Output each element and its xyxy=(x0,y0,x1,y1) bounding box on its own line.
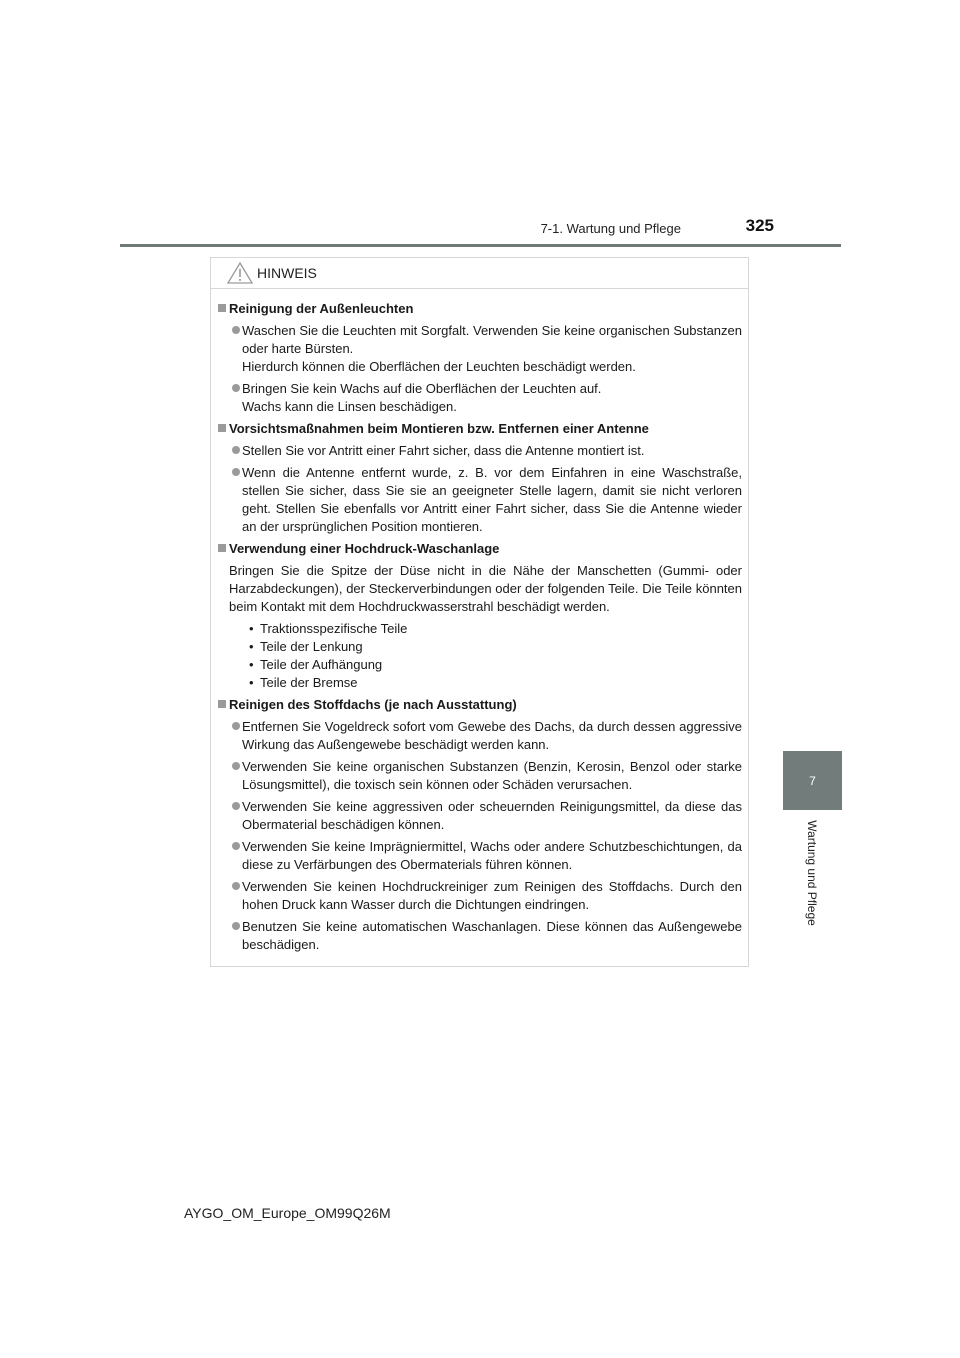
bullet-item xyxy=(218,878,742,914)
bullet-text: Verwenden Sie keinen Hochdruckreiniger zum Reinigen des Stoffdachs. Durch den hohen Druck kann Wasser durch die Dichtungen eindringen. xyxy=(242,879,742,912)
section-title-text: Reinigung der Außenleuchten xyxy=(229,301,414,316)
bullet-text: Entfernen Sie Vogeldreck sofort vom Gewebe des Dachs, da durch dessen aggressive Wirkung das Außengewebe beschädigt werden kann. xyxy=(242,719,742,752)
section-title xyxy=(218,540,742,558)
chapter-tab[interactable] xyxy=(783,751,842,810)
bullet-text: Benutzen Sie keine automatischen Waschanlagen. Diese können das Außengewebe beschädigen. xyxy=(242,919,742,952)
list-item-text: Traktionsspezifische Teile xyxy=(260,621,408,636)
warning-triangle-icon xyxy=(227,261,253,285)
chapter-tab-number: 7 xyxy=(809,773,816,788)
section-title xyxy=(218,696,742,714)
list-item xyxy=(249,620,742,638)
square-bullet-icon xyxy=(218,700,226,708)
bullet-text: Bringen Sie kein Wachs auf die Oberflächen der Leuchten auf. xyxy=(242,381,602,396)
square-bullet-icon xyxy=(218,304,226,312)
list-item-text: Teile der Bremse xyxy=(260,675,358,690)
small-bullet-icon: • xyxy=(249,657,254,672)
bullet-text: Verwenden Sie keine organischen Substanzen (Benzin, Kerosin, Benzol oder starke Lösungsmittel), die toxisch sein können oder Schäden verursachen. xyxy=(242,759,742,792)
list-item xyxy=(249,656,742,674)
chapter-tab-label: Wartung und Pflege xyxy=(805,820,819,926)
round-bullet-icon xyxy=(232,882,240,890)
section-title-text: Reinigen des Stoffdachs (je nach Ausstattung) xyxy=(229,697,517,712)
small-bullet-icon: • xyxy=(249,675,254,690)
bullet-item xyxy=(218,464,742,536)
bullet-item xyxy=(218,798,742,834)
bullet-text: Wachs kann die Linsen beschädigen. xyxy=(242,399,457,414)
section-title-text: Vorsichtsmaßnahmen beim Montieren bzw. Entfernen einer Antenne xyxy=(229,421,649,436)
bullet-text: Waschen Sie die Leuchten mit Sorgfalt. Verwenden Sie keine organischen Substanzen oder harte Bürsten. xyxy=(242,323,742,356)
list-item-text: Teile der Aufhängung xyxy=(260,657,383,672)
page-number: 325 xyxy=(745,216,774,235)
list-item xyxy=(249,674,742,692)
round-bullet-icon xyxy=(232,922,240,930)
round-bullet-icon xyxy=(232,446,240,454)
bullet-item xyxy=(218,918,742,954)
list-item xyxy=(249,638,742,656)
section-title-text: Verwendung einer Hochdruck-Waschanlage xyxy=(229,541,500,556)
list-item-text: Teile der Lenkung xyxy=(260,639,363,654)
round-bullet-icon xyxy=(232,326,240,334)
section-title xyxy=(218,300,742,318)
square-bullet-icon xyxy=(218,544,226,552)
notice-title: HINWEIS xyxy=(257,265,317,281)
round-bullet-icon xyxy=(232,842,240,850)
notice-box xyxy=(210,257,749,967)
chapter-title: 7-1. Wartung und Pflege xyxy=(540,221,681,236)
bullet-item xyxy=(218,442,742,460)
bullet-text: Verwenden Sie keine aggressiven oder scheuernden Reinigungsmittel, da diese das Obermaterial beschädigen können. xyxy=(242,799,742,832)
bullet-text: Wenn die Antenne entfernt wurde, z. B. vor dem Einfahren in eine Waschstraße, stellen Sie sicher, dass Sie sie an geeigneter Stelle lagern, damit sie nicht verloren geht. Stellen Sie ebenfalls vor Antritt einer Fahrt sicher, dass Sie die Antenne wieder an der ursprünglichen Position montieren. xyxy=(242,465,742,534)
section-paragraph: Bringen Sie die Spitze der Düse nicht in die Nähe der Manschetten (Gummi- oder Harzabdeckungen), der Steckerverbindungen oder der folgenden Teile. Die Teile könnten beim Kontakt mit dem Hochdruckwasserstrahl beschädigt werden. xyxy=(229,563,742,614)
document-id: AYGO_OM_Europe_OM99Q26M xyxy=(184,1205,391,1221)
notice-body xyxy=(211,289,748,954)
bullet-item xyxy=(218,838,742,874)
bullet-text: Hierdurch können die Oberflächen der Leuchten beschädigt werden. xyxy=(242,359,636,374)
bullet-text: Stellen Sie vor Antritt einer Fahrt sicher, dass die Antenne montiert ist. xyxy=(242,443,645,458)
round-bullet-icon xyxy=(232,468,240,476)
square-bullet-icon xyxy=(218,424,226,432)
bullet-item xyxy=(218,758,742,794)
notice-header xyxy=(211,258,748,289)
bullet-item xyxy=(218,718,742,754)
round-bullet-icon xyxy=(232,762,240,770)
round-bullet-icon xyxy=(232,802,240,810)
parts-list xyxy=(218,620,742,692)
header-divider xyxy=(120,244,841,247)
small-bullet-icon: • xyxy=(249,621,254,636)
section-title xyxy=(218,420,742,438)
round-bullet-icon xyxy=(232,722,240,730)
bullet-item xyxy=(218,380,742,416)
small-bullet-icon: • xyxy=(249,639,254,654)
bullet-text: Verwenden Sie keine Imprägniermittel, Wachs oder andere Schutzbeschichtungen, da diese zu Verfärbungen des Obermaterials führen können. xyxy=(242,839,742,872)
round-bullet-icon xyxy=(232,384,240,392)
bullet-item xyxy=(218,322,742,376)
